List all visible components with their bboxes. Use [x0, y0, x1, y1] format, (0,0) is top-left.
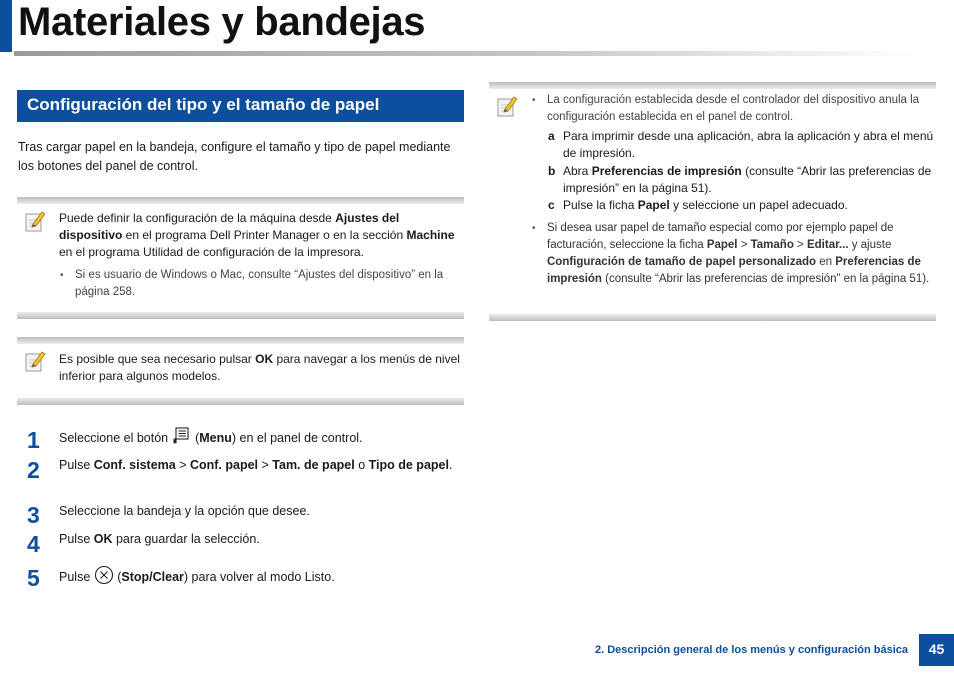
- step-letter: a: [548, 129, 555, 143]
- stop-clear-icon: [94, 565, 114, 585]
- section-heading: Configuración del tipo y el tamaño de papel: [17, 90, 464, 122]
- step-number: 1: [27, 427, 40, 453]
- note-top-rule: [489, 82, 936, 89]
- note-bottom-rule: [17, 312, 464, 319]
- step-number: 4: [27, 531, 40, 557]
- step-3-text: Seleccione la bandeja y la opción que desee.: [59, 504, 310, 518]
- right-bullet-1: La configuración establecida desde el controlador del dispositivo anula la configuración establecida en el panel de control.: [547, 94, 920, 123]
- step-number: 2: [27, 457, 40, 483]
- note-top-rule: [17, 197, 464, 204]
- step-1-text: Seleccione el botón (Menu) en el panel de control.: [59, 427, 459, 447]
- step-letter: b: [548, 164, 556, 178]
- note-bottom-rule: [489, 314, 936, 321]
- menu-button-icon: [172, 427, 192, 445]
- intro-paragraph: Tras cargar papel en la bandeja, configure el tamaño y tipo de papel mediante los botones del panel de control.: [18, 140, 451, 173]
- note-top-rule: [17, 337, 464, 344]
- note-1-text: Puede definir la configuración de la máquina desde Ajustes del dispositivo en el programa Dell Printer Manager o en la sección Machine en el programa Utilidad de configuración de la impresora.: [59, 211, 455, 259]
- note-pencil-icon: [24, 349, 46, 373]
- right-step-c: Pulse la ficha Papel y seleccione un papel adecuado.: [563, 198, 848, 212]
- bullet-marker: •: [532, 95, 536, 106]
- step-number: 3: [27, 502, 40, 528]
- header-accent-bar: [0, 0, 12, 52]
- note-bottom-rule: [17, 398, 464, 405]
- note-2-text: Es posible que sea necesario pulsar OK para navegar a los menús de nivel inferior para algunos modelos.: [59, 352, 460, 383]
- note-box-2: [17, 337, 464, 405]
- bullet-marker: •: [532, 223, 536, 234]
- footer-chapter-link[interactable]: 2. Descripción general de los menús y configuración básica: [595, 644, 908, 656]
- note-pencil-icon: [24, 209, 46, 233]
- step-number: 5: [27, 565, 40, 591]
- step-4-text: Pulse OK para guardar la selección.: [59, 532, 260, 546]
- page-number: 45: [919, 634, 954, 666]
- step-2-text: Pulse Conf. sistema > Conf. papel > Tam. de papel o Tipo de papel.: [59, 458, 453, 472]
- bullet-marker: •: [60, 270, 64, 281]
- right-step-b: Abra Preferencias de impresión (consulte “Abrir las preferencias de impresión” en la página 51).: [563, 164, 932, 195]
- step-letter: c: [548, 198, 555, 212]
- right-bullet-2: Si desea usar papel de tamaño especial como por ejemplo papel de facturación, seleccione la ficha Papel > Tamaño > Editar... y ajuste Configuración de tamaño de papel personalizado en Preferencias de impresión (consulte “Abrir las preferencias de impresión” en la página 51).: [547, 222, 930, 285]
- note-1-bullet: Si es usuario de Windows o Mac, consulte “Ajustes del dispositivo” en la página 258.: [75, 269, 444, 298]
- page-title: Materiales y bandejas: [18, 0, 426, 44]
- right-step-a: Para imprimir desde una aplicación, abra la aplicación y abra el menú de impresión.: [563, 129, 934, 160]
- note-pencil-icon: [496, 94, 518, 118]
- step-5-text: Pulse (Stop/Clear) para volver al modo Listo.: [59, 565, 459, 586]
- note-box-right: [489, 82, 936, 321]
- header-rule: [14, 51, 914, 56]
- note-box-1: [17, 197, 464, 320]
